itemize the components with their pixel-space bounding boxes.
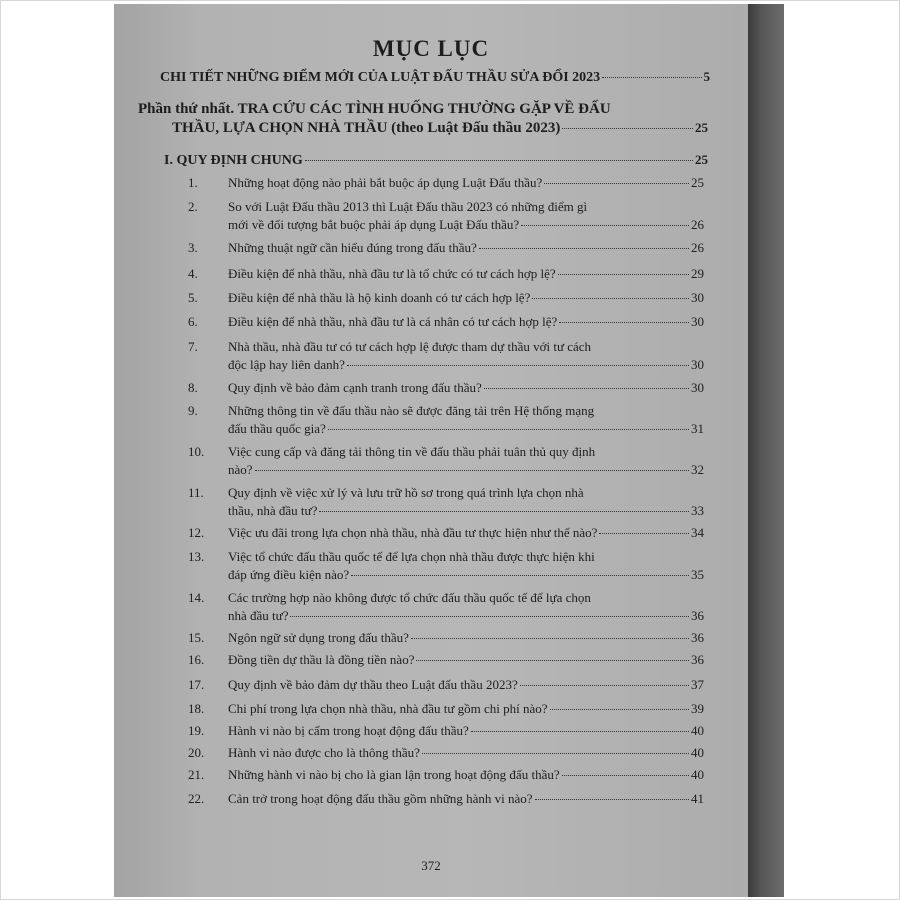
toc-leader	[532, 298, 689, 299]
toc-item-number: 10.	[188, 444, 205, 459]
toc-page: 25	[695, 120, 708, 135]
toc-entry-chi-tiet	[160, 69, 710, 86]
toc-leader	[562, 128, 693, 129]
toc-item-line	[228, 314, 704, 330]
toc-leader	[411, 638, 689, 639]
toc-item-page: 36	[691, 608, 704, 623]
toc-entry-text: I. QUY ĐỊNH CHUNG	[164, 153, 303, 168]
toc-leader	[351, 575, 689, 576]
toc-entry-text: THẦU, LỰA CHỌN NHÀ THẦU (theo Luật Đấu thầu 2023)	[172, 120, 561, 136]
toc-item-number: 9.	[188, 403, 198, 418]
toc-item-number: 7.	[188, 339, 198, 354]
toc-item-text: Những thông tin về đấu thầu nào sẽ được đăng tải trên Hệ thống mạng	[228, 403, 595, 418]
toc-item-page: 30	[691, 290, 704, 305]
toc-item-line	[228, 677, 704, 693]
toc-item-number: 13.	[188, 549, 205, 564]
toc-item-number: 15.	[188, 630, 205, 645]
toc-leader	[347, 365, 689, 366]
toc-item-page: 35	[691, 567, 704, 582]
toc-item-line	[228, 723, 704, 739]
toc-item-page: 40	[691, 767, 704, 782]
toc-item-text: Những thuật ngữ cần hiểu đúng trong đấu thầu?	[228, 240, 477, 255]
toc-item-text: nhà đầu tư?	[228, 608, 289, 623]
toc-item-page: 39	[691, 701, 704, 716]
toc-item-line	[228, 503, 704, 519]
toc-item-text: Quy định về bảo đảm dự thầu theo Luật đấu thầu 2023?	[228, 677, 518, 692]
toc-item-number: 18.	[188, 701, 205, 716]
toc-leader	[471, 731, 689, 732]
toc-item-text: So với Luật Đấu thầu 2013 thì Luật Đấu thầu 2023 có những điểm gì	[228, 199, 588, 214]
toc-item-line	[228, 630, 704, 646]
toc-item-line	[228, 421, 704, 437]
toc-item-page: 26	[691, 217, 704, 232]
toc-leader	[319, 511, 689, 512]
toc-entry-part1-line1	[138, 101, 611, 118]
toc-item-line	[228, 240, 704, 256]
toc-item-number: 20.	[188, 745, 205, 760]
toc-leader	[328, 429, 689, 430]
toc-item-page: 32	[691, 462, 704, 477]
toc-item-number: 2.	[188, 199, 198, 214]
toc-leader	[535, 799, 689, 800]
toc-item-number: 16.	[188, 652, 205, 667]
toc-item-number: 6.	[188, 314, 198, 329]
toc-page: 25	[695, 152, 708, 167]
toc-item-page: 36	[691, 630, 704, 645]
toc-item-number: 21.	[188, 767, 205, 782]
book-edge	[748, 4, 784, 897]
toc-item-line	[228, 290, 704, 306]
toc-item-text: Các trường hợp nào không được tổ chức đấu thầu quốc tế để lựa chọn	[228, 590, 591, 605]
toc-item-number: 5.	[188, 290, 198, 305]
toc-item-line	[228, 199, 704, 215]
toc-entry-text: CHI TIẾT NHỮNG ĐIỂM MỚI CỦA LUẬT ĐẤU THẦU SỬA ĐỔI 2023	[160, 70, 601, 85]
toc-item-line	[228, 608, 704, 624]
toc-item-page: 33	[691, 503, 704, 518]
toc-item-line	[228, 266, 704, 282]
toc-item-line	[228, 745, 704, 761]
toc-leader	[520, 685, 689, 686]
toc-item-number: 8.	[188, 380, 198, 395]
toc-item-line	[228, 357, 704, 373]
toc-item-line	[228, 791, 704, 807]
toc-item-text: Nhà thầu, nhà đầu tư có tư cách hợp lệ được tham dự thầu với tư cách	[228, 339, 592, 354]
toc-leader	[422, 753, 689, 754]
toc-leader	[416, 660, 689, 661]
toc-item-text: Hành vi nào được cho là thông thầu?	[228, 745, 420, 760]
toc-item-page: 30	[691, 357, 704, 372]
toc-leader	[550, 709, 689, 710]
toc-item-text: Quy định về việc xử lý và lưu trữ hồ sơ trong quá trình lựa chọn nhà	[228, 485, 584, 500]
toc-item-number: 1.	[188, 175, 198, 190]
toc-item-line	[228, 462, 704, 478]
toc-leader	[562, 775, 689, 776]
toc-item-number: 17.	[188, 677, 205, 692]
toc-item-line	[228, 175, 704, 191]
toc-item-text: Chi phí trong lựa chọn nhà thầu, nhà đầu tư gồm chi phí nào?	[228, 701, 548, 716]
toc-section-quy-dinh-chung	[164, 152, 708, 169]
toc-page: 5	[703, 69, 710, 84]
toc-item-text: Những hành vi nào bị cho là gian lận trong hoạt động đấu thầu?	[228, 767, 560, 782]
toc-item-line	[228, 485, 704, 501]
toc-leader	[290, 616, 689, 617]
toc-item-line	[228, 444, 704, 460]
toc-item-page: 34	[691, 525, 704, 540]
toc-item-line	[228, 652, 704, 668]
toc-item-number: 22.	[188, 791, 205, 806]
toc-item-page: 30	[691, 380, 704, 395]
toc-item-page: 25	[691, 175, 704, 190]
toc-item-text: Quy định về bảo đảm cạnh tranh trong đấu thầu?	[228, 380, 482, 395]
toc-item-page: 30	[691, 314, 704, 329]
toc-item-page: 37	[691, 677, 704, 692]
toc-item-line	[228, 403, 704, 419]
toc-entry-part1-line2	[172, 120, 708, 137]
toc-item-line	[228, 549, 704, 565]
toc-item-text: độc lập hay liên danh?	[228, 357, 345, 372]
toc-leader	[479, 248, 689, 249]
toc-item-text: Ngôn ngữ sử dụng trong đấu thầu?	[228, 630, 409, 645]
toc-item-page: 40	[691, 745, 704, 760]
toc-item-line	[228, 525, 704, 541]
toc-item-text: Điều kiện để nhà thầu là hộ kinh doanh có tư cách hợp lệ?	[228, 290, 531, 305]
toc-item-line	[228, 380, 704, 396]
toc-item-line	[228, 339, 704, 355]
toc-item-text: nào?	[228, 462, 253, 477]
toc-item-line	[228, 217, 704, 233]
toc-item-text: Điều kiện để nhà thầu, nhà đầu tư là cá nhân có tư cách hợp lệ?	[228, 314, 558, 329]
toc-item-text: Hành vi nào bị cấm trong hoạt động đấu thầu?	[228, 723, 469, 738]
toc-item-page: 26	[691, 240, 704, 255]
toc-leader	[602, 77, 701, 78]
toc-item-text: Đồng tiền dự thầu là đồng tiền nào?	[228, 652, 415, 667]
toc-item-number: 11.	[188, 485, 204, 500]
book-page	[114, 4, 748, 897]
toc-item-line	[228, 567, 704, 583]
toc-item-text: Việc cung cấp và đăng tải thông tin về đấu thầu phải tuân thủ quy định	[228, 444, 596, 459]
toc-item-page: 31	[691, 421, 704, 436]
toc-leader	[544, 183, 689, 184]
toc-item-page: 40	[691, 723, 704, 738]
toc-item-text: Cản trở trong hoạt động đấu thầu gồm những hành vi nào?	[228, 791, 533, 806]
toc-leader	[559, 322, 689, 323]
toc-leader	[305, 160, 693, 161]
toc-item-text: Điều kiện để nhà thầu, nhà đầu tư là tổ chức có tư cách hợp lệ?	[228, 266, 556, 281]
toc-item-number: 14.	[188, 590, 205, 605]
toc-leader	[255, 470, 689, 471]
toc-item-text: đấu thầu quốc gia?	[228, 421, 326, 436]
toc-item-text: thầu, nhà đầu tư?	[228, 503, 318, 518]
toc-item-text: đáp ứng điều kiện nào?	[228, 567, 350, 582]
toc-item-number: 19.	[188, 723, 205, 738]
toc-item-page: 41	[691, 791, 704, 806]
toc-item-number: 4.	[188, 266, 198, 281]
toc-leader	[484, 388, 689, 389]
toc-entry-text: Phần thứ nhất. TRA CỨU CÁC TÌNH HUỐNG THƯỜNG GẶP VỀ ĐẤU	[138, 101, 611, 117]
page-number: 372	[421, 858, 441, 873]
toc-leader	[521, 225, 689, 226]
toc-leader	[599, 533, 689, 534]
toc-item-text: mới về đối tượng bắt buộc phải áp dụng Luật Đấu thầu?	[228, 217, 520, 232]
toc-item-line	[228, 701, 704, 717]
page-title: MỤC LỤC	[372, 36, 490, 61]
toc-item-line	[228, 590, 704, 606]
toc-item-text: Việc tổ chức đấu thầu quốc tế để lựa chọn nhà thầu được thực hiện khi	[228, 549, 595, 564]
toc-item-line	[228, 767, 704, 783]
toc-item-page: 29	[691, 266, 704, 281]
toc-item-page: 36	[691, 652, 704, 667]
toc-item-number: 12.	[188, 525, 205, 540]
toc-item-text: Việc ưu đãi trong lựa chọn nhà thầu, nhà đầu tư thực hiện như thế nào?	[228, 525, 598, 540]
toc-item-text: Những hoạt động nào phải bắt buộc áp dụng Luật Đấu thầu?	[228, 175, 543, 190]
toc-item-number: 3.	[188, 240, 198, 255]
toc-leader	[558, 274, 689, 275]
